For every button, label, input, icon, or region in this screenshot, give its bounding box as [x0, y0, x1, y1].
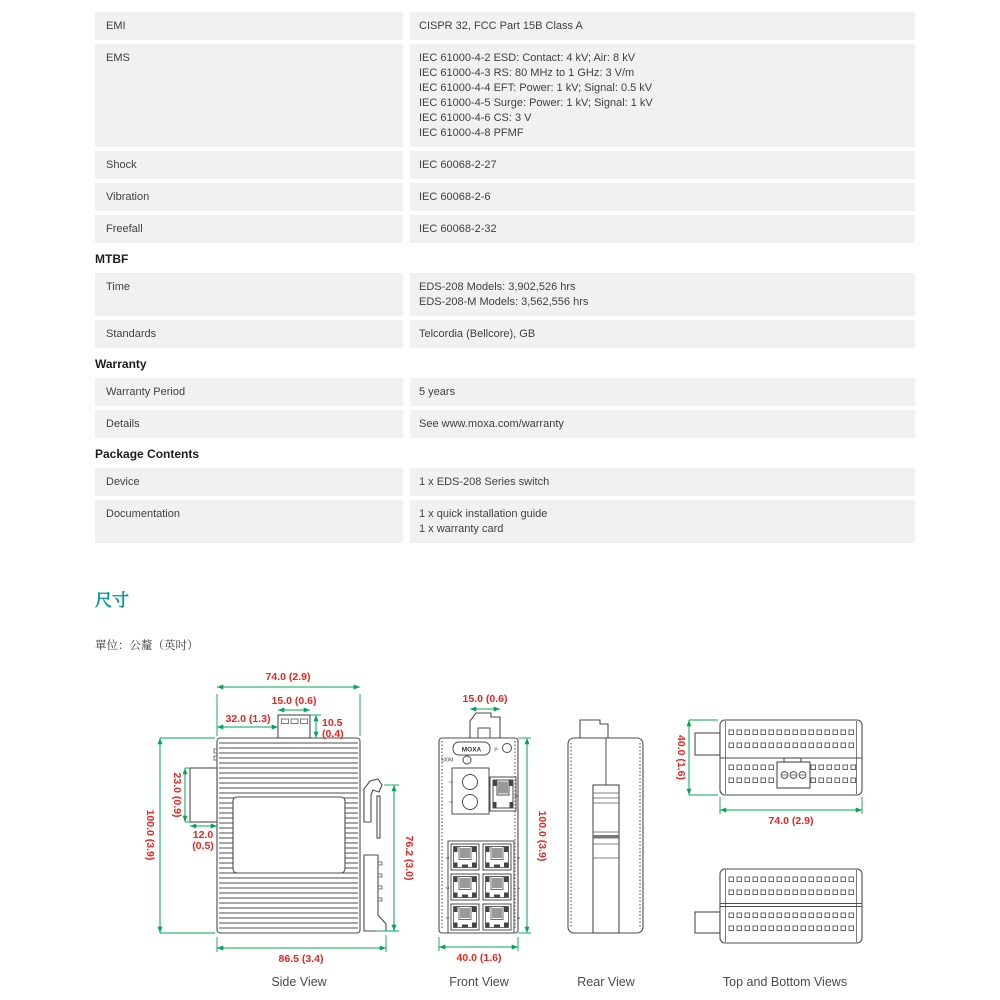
- spec-value: [410, 273, 915, 316]
- side-label-area: [233, 797, 345, 873]
- front-view-drawing: [439, 693, 548, 989]
- din-rail-clip: [364, 779, 386, 931]
- spec-value-line: EDS-208-M Models: 3,562,556 hrs: [419, 296, 589, 308]
- dimensions-heading: 尺寸: [95, 591, 129, 610]
- spec-label: Freefall: [95, 215, 403, 243]
- spec-label: Documentation: [95, 500, 403, 543]
- port3-label: 3: [445, 886, 450, 890]
- dim-side-width-top: 74.0 (2.9): [265, 671, 311, 683]
- spec-label: Details: [95, 410, 403, 438]
- dim-side-total-depth: 86.5 (3.4): [278, 953, 324, 965]
- dim-side-block-width: 15.0 (0.6): [271, 695, 317, 707]
- spec-value: [410, 151, 915, 179]
- front-top-tab: [470, 713, 500, 738]
- top-view-drawing: [675, 720, 862, 827]
- spec-value-line: 1 x EDS-208 Series switch: [419, 476, 550, 488]
- section-header-warranty: Warranty: [95, 357, 147, 371]
- dimension-drawings: [90, 650, 950, 1000]
- spec-row-warranty-period: [95, 378, 915, 406]
- led-p-label: P: [494, 747, 498, 754]
- spec-row-device: [95, 468, 915, 496]
- spec-value-line: 5 years: [419, 386, 456, 398]
- power-terminal-block: [777, 758, 810, 788]
- spec-label: Standards: [95, 320, 403, 348]
- spec-label: EMI: [95, 12, 403, 40]
- port6-label: 6: [516, 856, 521, 860]
- rear-view-drawing: [568, 720, 643, 989]
- dim-side-height: 100.0 (3.9): [144, 809, 156, 861]
- unit-note: 單位：公釐（英吋）: [95, 640, 199, 652]
- spec-value: [410, 183, 915, 211]
- dim-top-width: 74.0 (2.9): [768, 815, 814, 827]
- dim-side-block-offset: 32.0 (1.3): [225, 713, 271, 725]
- spec-label: Time: [95, 273, 403, 316]
- dim-side-cutout-width-in: (0.5): [192, 840, 214, 852]
- dim-front-tab-width: 15.0 (0.6): [462, 693, 508, 705]
- spec-row-details: [95, 410, 915, 438]
- dim-side-cutout-height: 23.0 (0.9): [171, 772, 183, 818]
- spec-label: Warranty Period: [95, 378, 403, 406]
- side-view-caption: Side View: [271, 975, 327, 989]
- spec-row-freefall: [95, 215, 915, 243]
- dim-front-width: 40.0 (1.6): [456, 952, 502, 964]
- port5-label: 5: [445, 856, 450, 860]
- spec-value-line: IEC 61000-4-2 ESD: Contact: 4 kV; Air: 8 kV: [419, 52, 636, 64]
- spec-label: Shock: [95, 151, 403, 179]
- spec-value-line: IEC 61000-4-3 RS: 80 MHz to 1 GHz: 3 V/m: [419, 67, 635, 79]
- moxa-logo-text: MOXA: [461, 746, 482, 754]
- dim-front-height: 100.0 (3.9): [536, 810, 548, 862]
- spec-value-line: 1 x warranty card: [419, 523, 504, 535]
- din-rail-slot: [593, 785, 619, 933]
- terminal-block-side: [278, 715, 310, 738]
- port1-label: 1: [445, 916, 450, 920]
- spec-value: [410, 410, 915, 438]
- spec-row-standards: [95, 320, 915, 348]
- spec-value-line: IEC 61000-4-4 EFT: Power: 1 kV; Signal: 0.5 kV: [419, 82, 653, 94]
- spec-value-line: IEC 61000-4-6 CS: 3 V: [419, 112, 532, 124]
- bottom-view-drawing: [695, 869, 862, 989]
- spec-row-emi: [95, 12, 915, 40]
- spec-value: [410, 378, 915, 406]
- dim-side-block-height-mm: 10.5: [322, 717, 343, 729]
- top-tab: [695, 733, 720, 755]
- led-100m-label: 100M: [440, 757, 454, 764]
- spec-value-line: 1 x quick installation guide: [419, 508, 548, 520]
- dim-side-block-height-in: (0.4): [322, 728, 344, 740]
- spec-row-documentation: [95, 500, 915, 543]
- spec-label: Device: [95, 468, 403, 496]
- port2-label: 2: [516, 916, 521, 920]
- rear-top-tab: [580, 720, 608, 738]
- dim-side-cutout-width-mm: 12.0: [192, 829, 214, 841]
- spec-value: [410, 320, 915, 348]
- spec-value-line: IEC 60068-2-32: [419, 223, 497, 235]
- spec-value: [410, 500, 915, 543]
- side-cutout: [190, 768, 217, 822]
- section-header-package-contents: Package Contents: [95, 447, 200, 461]
- spec-row-shock: [95, 151, 915, 179]
- rear-view-caption: Rear View: [577, 975, 635, 989]
- spec-value: [410, 468, 915, 496]
- port8-label: 8: [513, 794, 519, 798]
- bottom-tab: [695, 912, 720, 933]
- dim-side-clip-height: 76.2 (3.0): [403, 835, 415, 881]
- spec-table: [95, 12, 915, 547]
- port7-label: 7: [447, 800, 453, 804]
- spec-value-line: IEC 60068-2-6: [419, 191, 491, 203]
- spec-label: EMS: [95, 44, 403, 147]
- spec-value-line: IEC 60068-2-27: [419, 159, 497, 171]
- spec-value-line: IEC 61000-4-8 PFMF: [419, 127, 524, 139]
- spec-value-line: CISPR 32, FCC Part 15B Class A: [419, 20, 583, 32]
- spec-value: [410, 44, 915, 147]
- spec-row-ems: [95, 44, 915, 147]
- section-header-mtbf: MTBF: [95, 252, 129, 266]
- port4-label: 4: [516, 886, 521, 890]
- spec-value-line: See www.moxa.com/warranty: [419, 418, 564, 430]
- side-view-drawing: [144, 671, 415, 989]
- spec-value-line: EDS-208 Models: 3,902,526 hrs: [419, 281, 576, 293]
- top-bottom-view-caption: Top and Bottom Views: [722, 975, 848, 989]
- spec-label: Vibration: [95, 183, 403, 211]
- spec-value-line: IEC 61000-4-5 Surge: Power: 1 kV; Signal: 1 kV: [419, 97, 653, 109]
- port7-label: 7: [447, 780, 453, 784]
- front-view-caption: Front View: [449, 975, 509, 989]
- spec-row-vibration: [95, 183, 915, 211]
- spec-value-line: Telcordia (Bellcore), GB: [419, 328, 536, 340]
- spec-row-time: [95, 273, 915, 316]
- spec-value: [410, 215, 915, 243]
- spec-value: [410, 12, 915, 40]
- dim-top-height: 40.0 (1.6): [675, 735, 687, 780]
